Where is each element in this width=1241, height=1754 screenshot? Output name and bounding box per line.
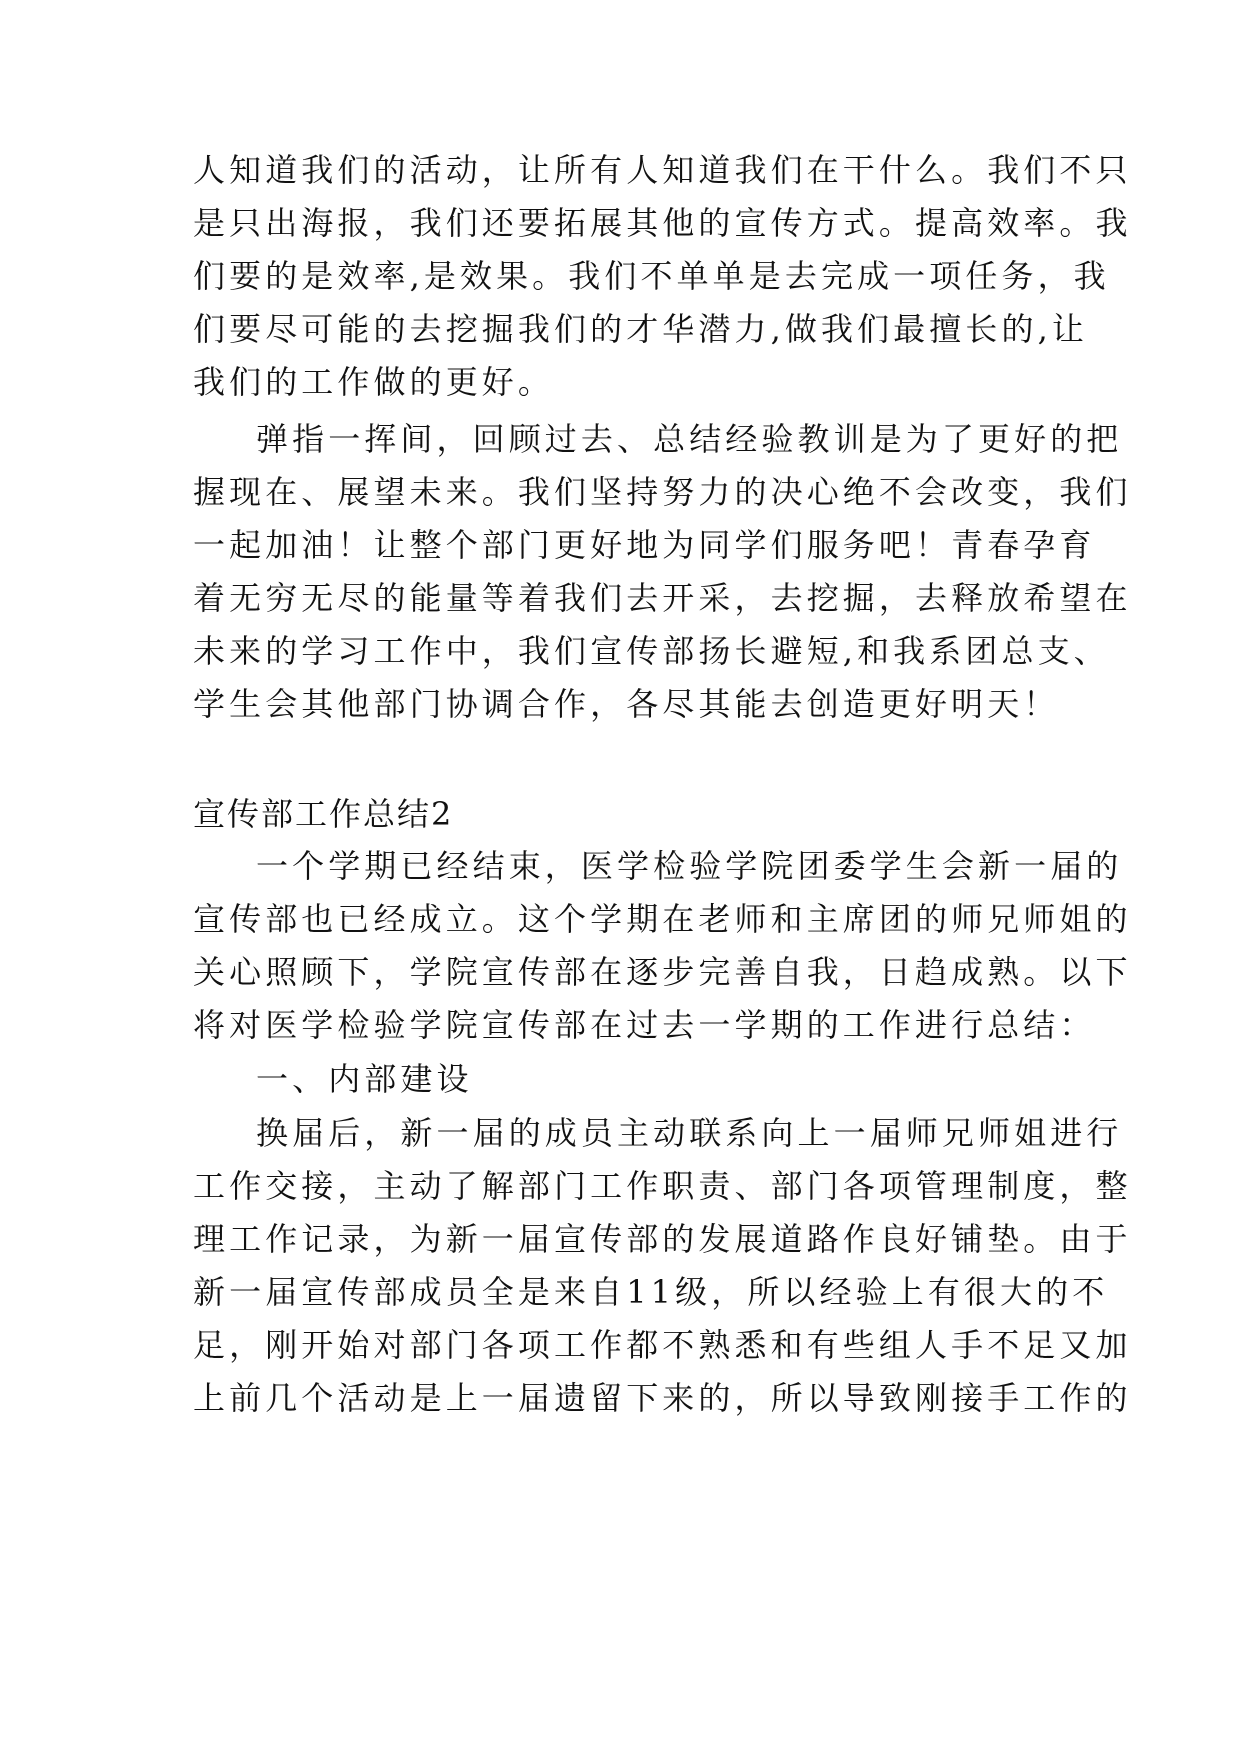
paragraph-2-line-1: 弹指一挥间，回顾过去、总结经验教训是为了更好的把 [256,420,1123,458]
paragraph-2-line-2: 握现在、展望未来。我们坚持努力的决心绝不会改变，我们 [193,473,1132,511]
paragraph-2-line-5: 未来的学习工作中，我们宣传部扬长避短,和我系团总支、 [193,632,1110,670]
paragraph-2-line-6: 学生会其他部门协调合作，各尽其能去创造更好明天！ [193,685,1060,723]
paragraph-3-line-4: 将对医学检验学院宣传部在过去一学期的工作进行总结： [193,1006,1096,1044]
paragraph-3-line-3: 关心照顾下，学院宣传部在逐步完善自我，日趋成熟。以下 [193,953,1132,991]
paragraph-4-line-3: 理工作记录，为新一届宣传部的发展道路作良好铺垫。由于 [193,1220,1132,1258]
paragraph-4-line-1: 换届后，新一届的成员主动联系向上一届师兄师姐进行 [256,1114,1123,1152]
section-heading: 宣传部工作总结2 [193,795,454,833]
paragraph-1-line-5: 我们的工作做的更好。 [193,363,555,401]
paragraph-4-line-4: 新一届宣传部成员全是来自11级，所以经验上有很大的不 [193,1273,1109,1311]
paragraph-1-line-3: 们要的是效率,是效果。我们不单单是去完成一项任务，我 [193,257,1110,295]
paragraph-4-line-5: 足，刚开始对部门各项工作都不熟悉和有些组人手不足又加 [193,1326,1132,1364]
paragraph-3-line-1: 一个学期已经结束，医学检验学院团委学生会新一届的 [256,847,1123,885]
paragraph-1-line-1: 人知道我们的活动，让所有人知道我们在干什么。我们不只 [193,151,1132,189]
paragraph-1-line-2: 是只出海报，我们还要拓展其他的宣传方式。提高效率。我 [193,204,1132,242]
paragraph-4-line-2: 工作交接，主动了解部门工作职责、部门各项管理制度，整 [193,1167,1132,1205]
paragraph-3-line-2: 宣传部也已经成立。这个学期在老师和主席团的师兄师姐的 [193,900,1132,938]
subsection-heading: 一、内部建设 [256,1060,473,1098]
paragraph-2-line-3: 一起加油！让整个部门更好地为同学们服务吧！青春孕育 [193,526,1096,564]
paragraph-4-line-6: 上前几个活动是上一届遗留下来的，所以导致刚接手工作的 [193,1379,1132,1417]
paragraph-2-line-4: 着无穷无尽的能量等着我们去开采，去挖掘，去释放希望在 [193,579,1132,617]
paragraph-1-line-4: 们要尽可能的去挖掘我们的才华潜力,做我们最擅长的,让 [193,310,1088,348]
